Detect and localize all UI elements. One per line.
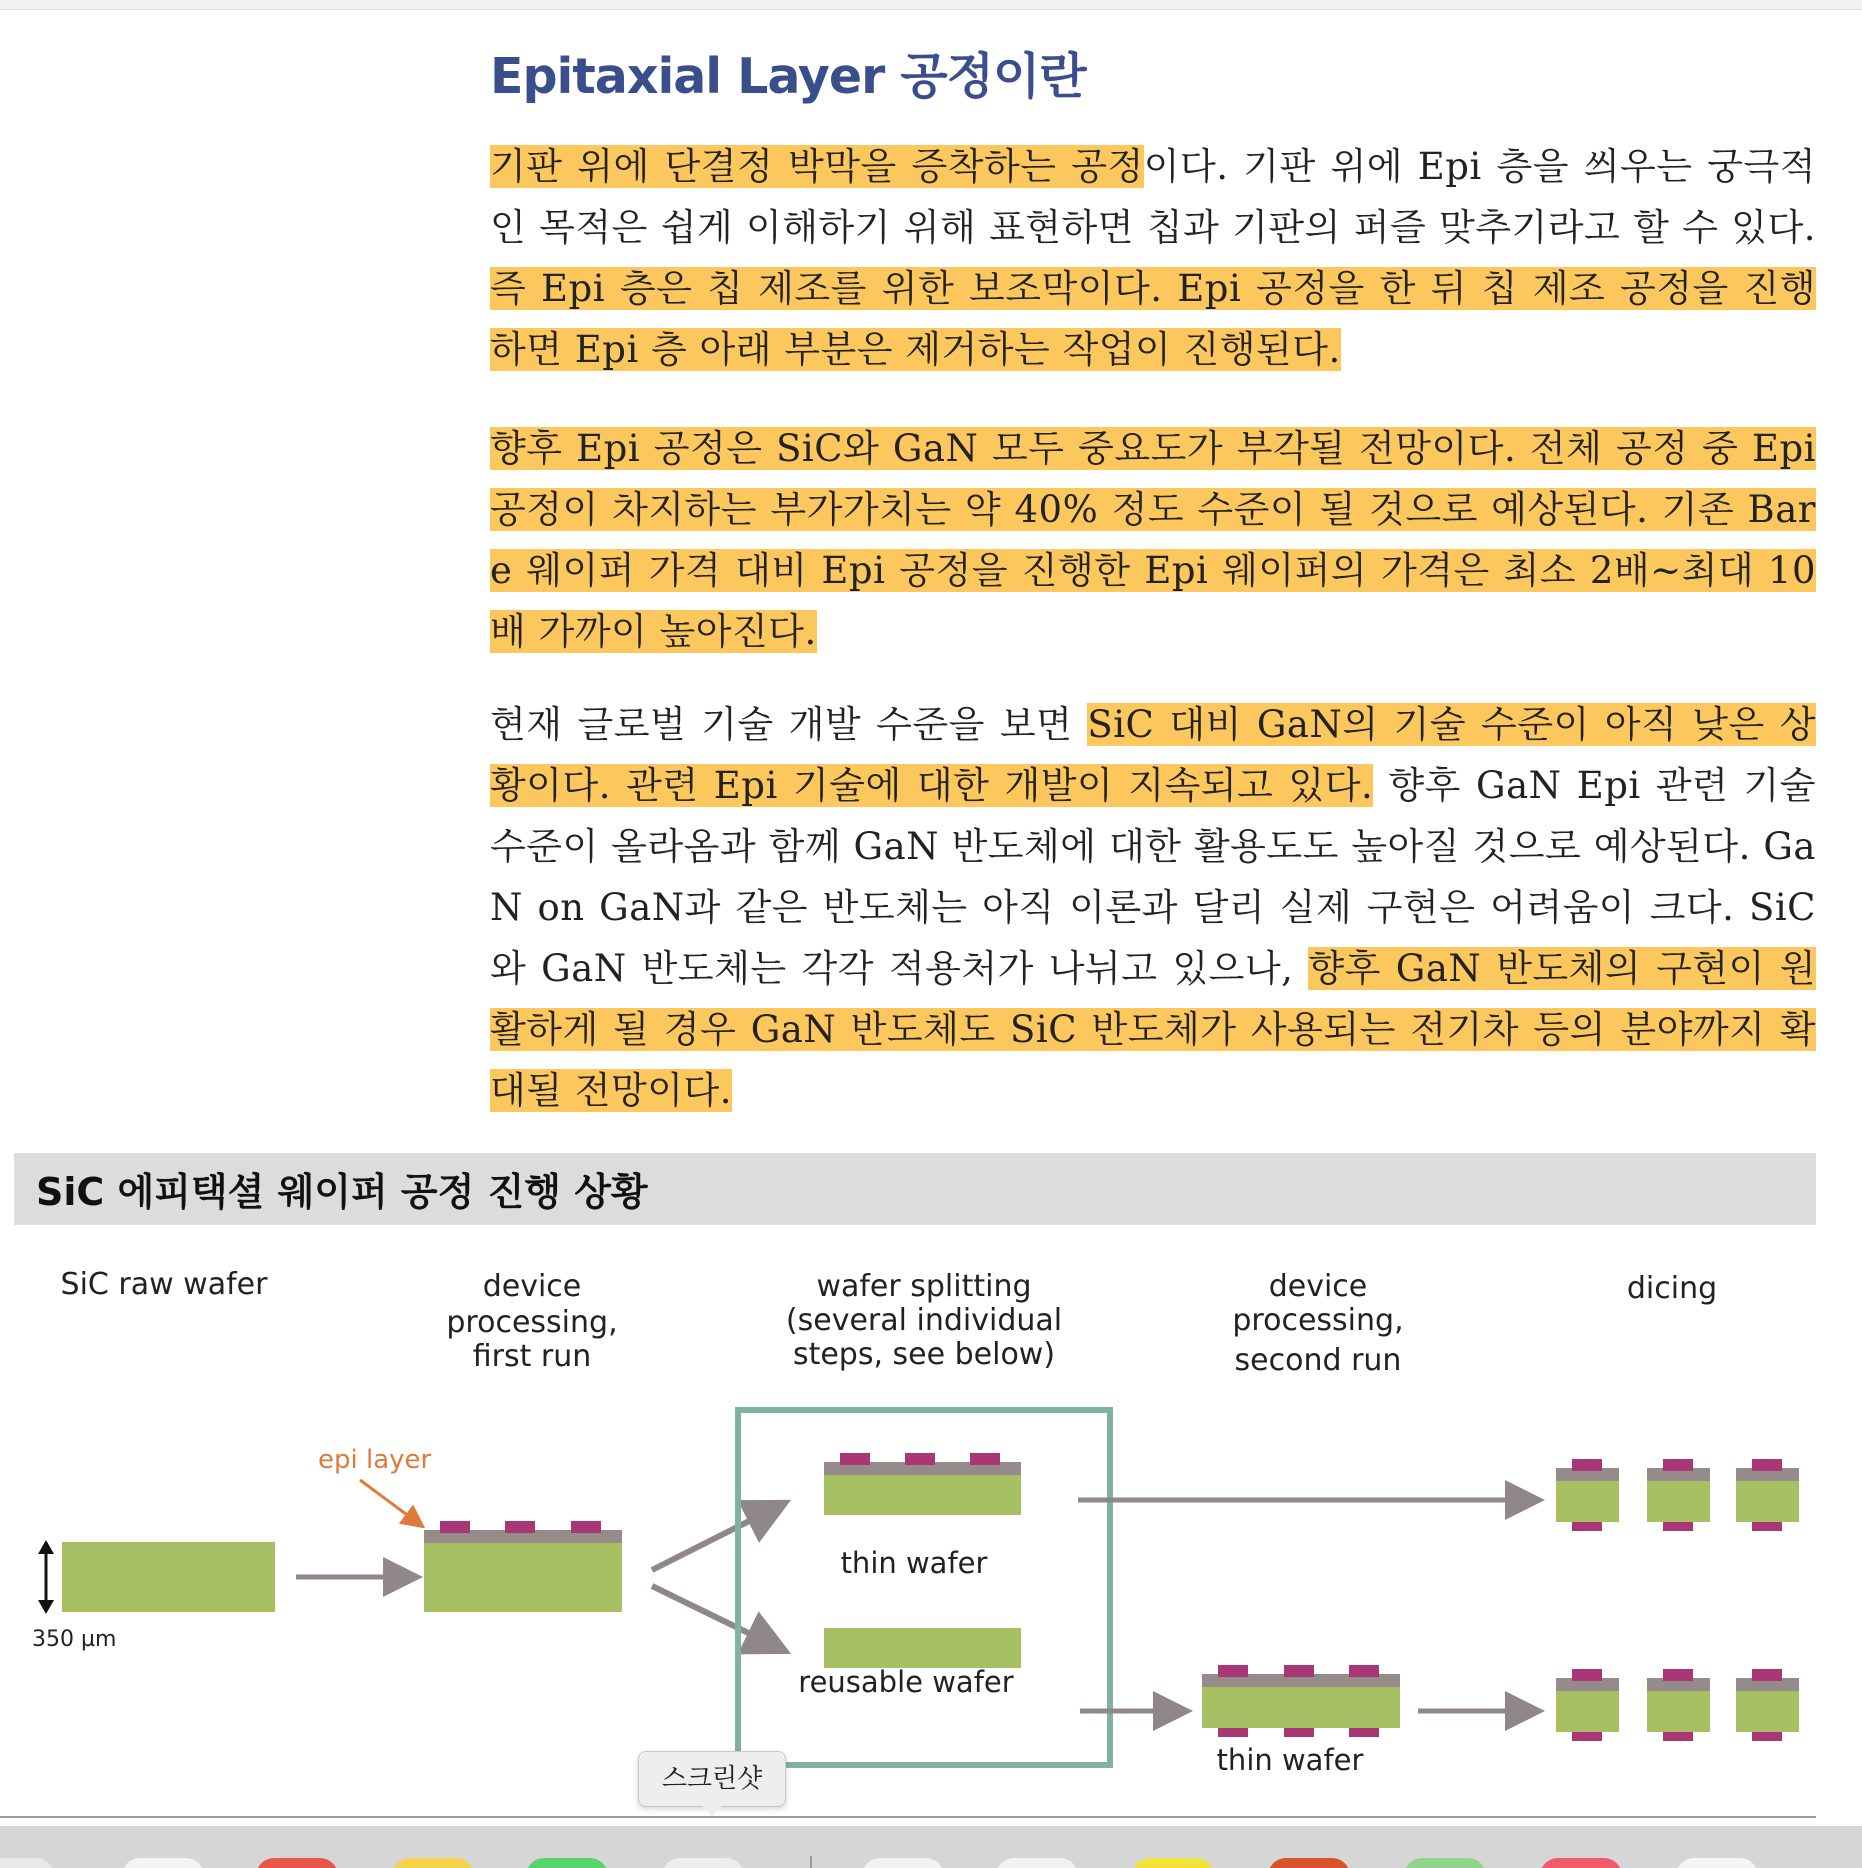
dock-app-icon[interactable] (1404, 1858, 1486, 1868)
dock-app-icon[interactable] (526, 1858, 608, 1868)
backside-pad (1572, 1522, 1602, 1531)
diced-chip (1647, 1690, 1710, 1732)
step-title-splitting: wafer splitting (816, 1269, 1032, 1304)
device-pad (1663, 1459, 1693, 1471)
highlight-text: 향후 GaN 반도체의 구현이 원활하게 될 경우 GaN 반도체도 SiC 반도체가 사용되는 전기차 등의 분야까지 확대될 전망이다. (490, 947, 1816, 1112)
highlight-text: 즉 Epi 층은 칩 제조를 위한 보조막이다. Epi 공정을 한 뒤 칩 제조 공정을 진행하면 Epi 층 아래 부분은 제거하는 작업이 진행된다. (490, 267, 1816, 371)
highlight-text: SiC 대비 GaN의 기술 수준이 아직 낮은 상황이다. 관련 Epi 기술에 대한 개발이 지속되고 있다. (490, 703, 1816, 807)
device-pad (970, 1453, 1000, 1465)
thin-wafer-2-label: thin wafer (1216, 1743, 1364, 1777)
dock-app-icon[interactable] (862, 1858, 944, 1868)
backside-pad (1218, 1728, 1248, 1737)
device-pad (1572, 1459, 1602, 1471)
dock-app-icon[interactable] (392, 1858, 474, 1868)
device-pad (1752, 1669, 1782, 1681)
step-title-second-run: second run (1234, 1343, 1402, 1378)
dock-separator (810, 1856, 812, 1868)
step-title-first-run: first run (472, 1339, 592, 1374)
body-text: 현재 글로벌 기술 개발 수준을 보면 (490, 703, 1088, 746)
backside-pad (1752, 1732, 1782, 1741)
step-title-second-run: device (1268, 1269, 1368, 1304)
process-diagram (0, 1240, 1862, 1810)
body-text: 이다. 기판 위에 Epi 층을 씌우는 궁극적인 목적은 쉽게 이해하기 위해 표현하면 칩과 기판의 퍼즐 맞추기라고 할 수 있다. (490, 145, 1816, 249)
device-pad (905, 1453, 935, 1465)
thin-wafer (824, 1474, 1021, 1515)
device-pad (1572, 1669, 1602, 1681)
raw-wafer (62, 1542, 275, 1612)
device-pad (571, 1521, 601, 1533)
backside-pad (1572, 1732, 1602, 1741)
epi-layer-label: epi layer (318, 1445, 432, 1475)
epi-layer-pointer (360, 1480, 418, 1523)
second-run-wafer (1202, 1686, 1400, 1728)
backside-pad (1752, 1522, 1782, 1531)
backside-pad (1284, 1728, 1314, 1737)
backside-pad (1663, 1732, 1693, 1741)
diced-chip (1556, 1480, 1619, 1522)
thickness-arrow-top-icon (38, 1540, 54, 1554)
device-pad (1349, 1665, 1379, 1677)
diced-chip (1736, 1480, 1799, 1522)
step-title-first-run: device (482, 1269, 582, 1304)
device-pad (1218, 1665, 1248, 1677)
thickness-arrow-bottom-icon (38, 1600, 54, 1614)
reusable-wafer (824, 1628, 1021, 1668)
dock-app-icon[interactable] (256, 1858, 338, 1868)
thin-wafer-label: thin wafer (840, 1546, 988, 1580)
diced-chip (1736, 1690, 1799, 1732)
dock-app-icon[interactable] (662, 1858, 744, 1868)
section-title: SiC 에피택셜 웨이퍼 공정 진행 상황 (36, 1170, 648, 1214)
process-diagram-svg (0, 1240, 1862, 1810)
step-title-splitting: steps, see below) (792, 1337, 1056, 1372)
backside-pad (1349, 1728, 1379, 1737)
device-pad (440, 1521, 470, 1533)
device-pad (1284, 1665, 1314, 1677)
device-pad (1752, 1459, 1782, 1471)
first-run-wafer (424, 1542, 622, 1612)
dock-app-icon[interactable] (1540, 1858, 1622, 1868)
page-title: Epitaxial Layer 공정이란 (490, 48, 1086, 105)
flow-arrow (652, 1586, 775, 1646)
highlight-text: 향후 Epi 공정은 SiC와 GaN 모두 중요도가 부각될 전망이다. 전체 공정 중 Epi 공정이 차지하는 부가가치는 약 40% 정도 수준이 될 것으로 예상된다. 기존 Bare 웨이퍼 가격 대비 Epi 공정을 진행한 Epi 웨이퍼의 가격은 최소 2배~최대 10배 가까이 높아진다. (490, 427, 1816, 653)
diced-chip (1556, 1690, 1619, 1732)
device-pad (505, 1521, 535, 1533)
dock-app-icon[interactable] (122, 1858, 204, 1868)
reusable-wafer-label: reusable wafer (798, 1665, 1014, 1699)
body-text: 향후 GaN Epi 관련 기술 수준이 올라옴과 함께 GaN 반도체에 대한 활용도도 높아질 것으로 예상된다. GaN on GaN과 같은 반도체는 아직 이론과 달리 실제 구현은 어려움이 크다. SiC와 GaN 반도체는 각각 적용처가 나뉘고 있으나, (490, 764, 1816, 990)
paragraph-1 (490, 136, 1816, 380)
window-top-bar (0, 0, 1862, 10)
device-pad (840, 1453, 870, 1465)
dock-app-icon[interactable] (0, 1858, 54, 1868)
screenshot-tooltip: 스크린샷 (638, 1751, 786, 1807)
section-header (14, 1153, 1816, 1225)
paragraph-2 (490, 418, 1816, 662)
step-title-second-run: processing, (1232, 1303, 1404, 1338)
highlight-text: 기판 위에 단결정 박막을 증착하는 공정 (490, 145, 1144, 188)
dock-app-icon[interactable] (1268, 1858, 1350, 1868)
dock-app-icon[interactable] (1676, 1858, 1758, 1868)
dock-divider (0, 1816, 1816, 1818)
device-pad (1663, 1669, 1693, 1681)
flow-arrow (652, 1508, 775, 1570)
step-title-splitting: (several individual (785, 1303, 1063, 1338)
backside-pad (1663, 1522, 1693, 1531)
dock-app-icon[interactable] (996, 1858, 1078, 1868)
step-title-raw-wafer: SiC raw wafer (60, 1267, 268, 1302)
step-title-dicing: dicing (1626, 1271, 1718, 1306)
thickness-label: 350 µm (32, 1627, 117, 1652)
step-title-first-run: processing, (446, 1305, 618, 1340)
dock-app-icon[interactable] (1132, 1858, 1214, 1868)
diced-chip (1647, 1480, 1710, 1522)
dock (0, 1826, 1862, 1868)
paragraph-3 (490, 694, 1816, 1121)
